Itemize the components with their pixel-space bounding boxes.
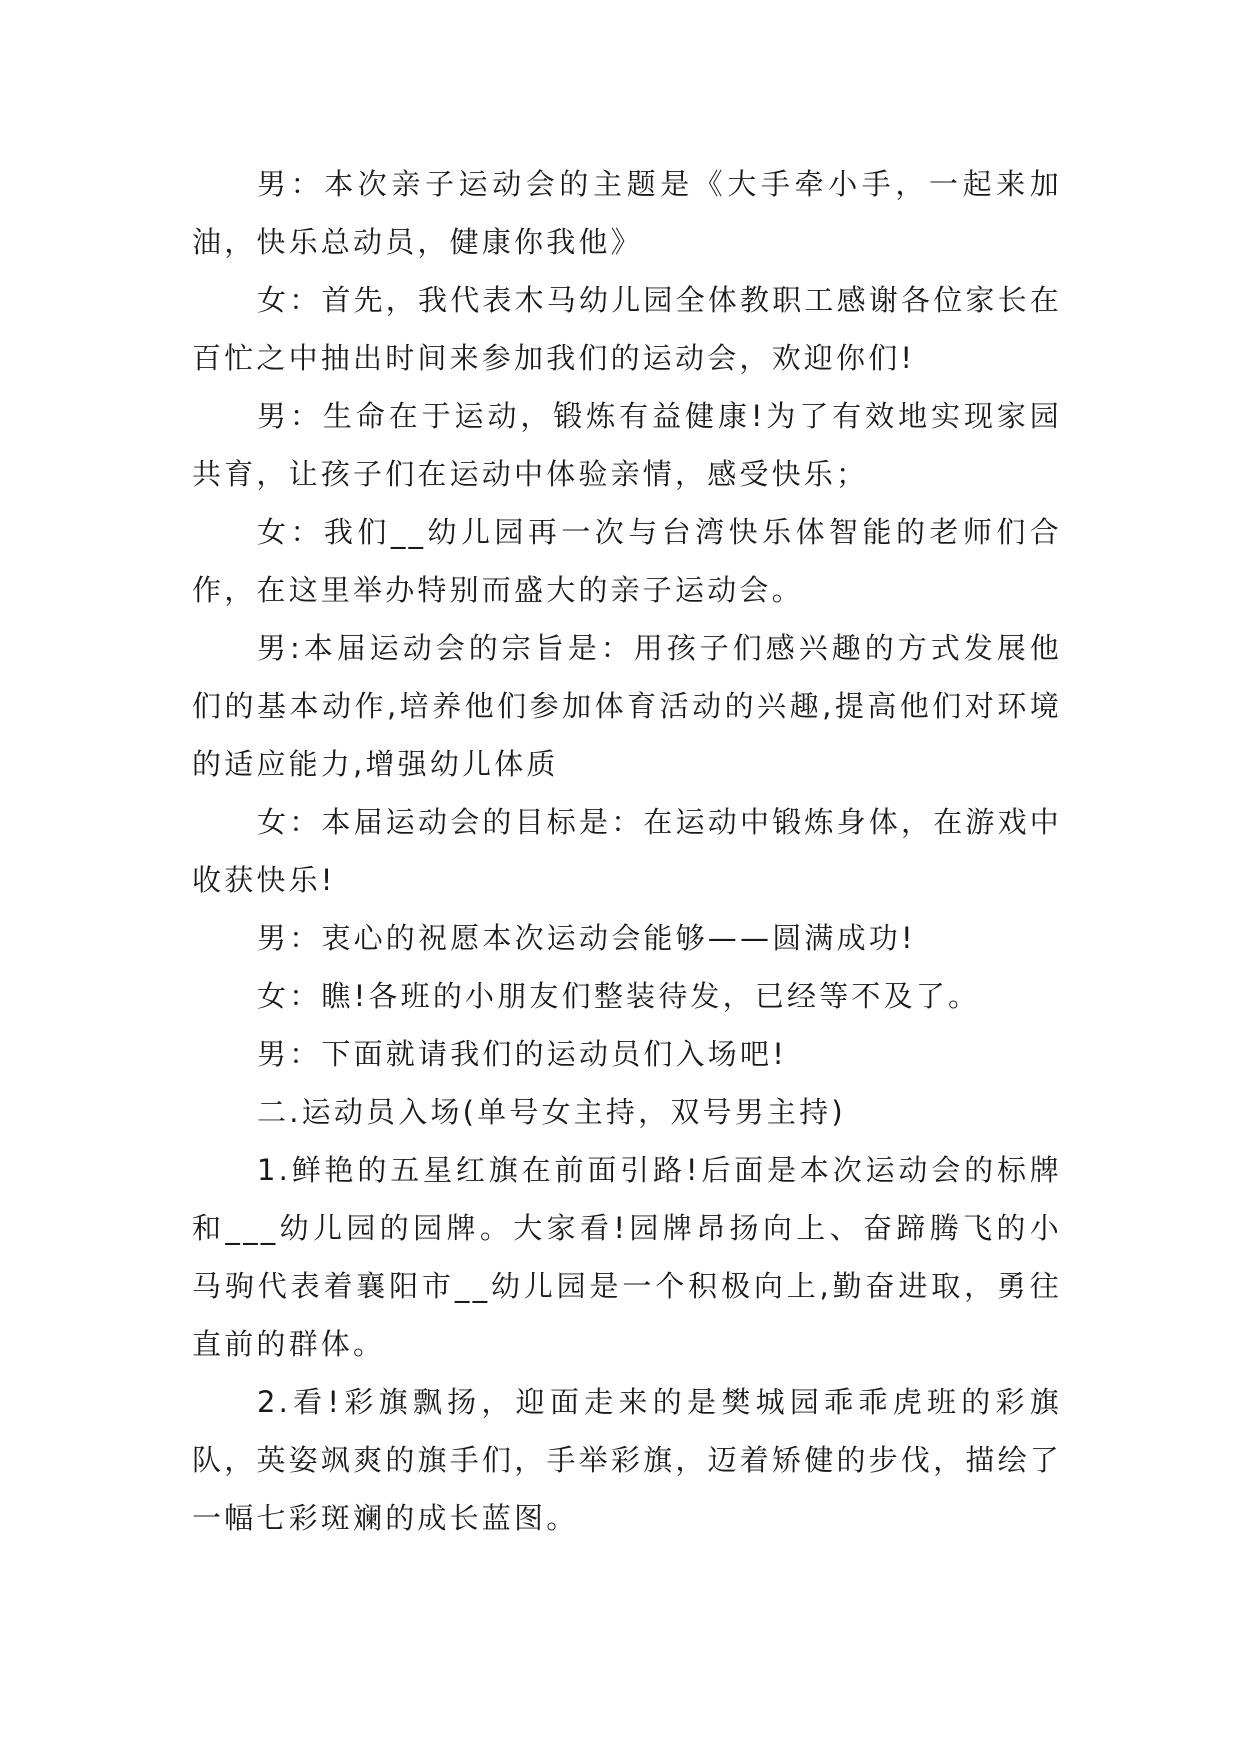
section-heading: 二.运动员入场(单号女主持，双号男主持) <box>257 1095 846 1129</box>
paragraph-4: 女：我们__幼儿园再一次与台湾快乐体智能的老师们合作，在这里举办特别而盛大的亲子运动会。 <box>192 515 1062 607</box>
paragraph-11: 1.鲜艳的五星红旗在前面引路!后面是本次运动会的标牌和___幼儿园的园牌。大家看!园牌昂扬向上、奋蹄腾飞的小马驹代表着襄阳市__幼儿园是一个积极向上,勤奋进取，勇往直前的群体。 <box>192 1153 1062 1361</box>
paragraph-6: 女：本届运动会的目标是：在运动中锻炼身体，在游戏中收获快乐! <box>192 805 1063 897</box>
paragraph-12: 2.看!彩旗飘扬，迎面走来的是樊城园乖乖虎班的彩旗队，英姿飒爽的旗手们，手举彩旗，迈着矫健的步伐，描绘了一幅七彩斑斓的成长蓝图。 <box>192 1385 1062 1535</box>
document-body <box>192 155 1062 1547</box>
paragraph-9: 男：下面就请我们的运动员们入场吧! <box>257 1037 788 1071</box>
paragraph-1: 男：本次亲子运动会的主题是《大手牵小手，一起来加油，快乐总动员，健康你我他》 <box>192 167 1062 259</box>
paragraph-7: 男：衷心的祝愿本次运动会能够——圆满成功! <box>257 921 916 955</box>
paragraph-5: 男:本届运动会的宗旨是：用孩子们感兴趣的方式发展他们的基本动作,培养他们参加体育活动的兴趣,提高他们对环境的适应能力,增强幼儿体质 <box>192 631 1062 781</box>
paragraph-3: 男：生命在于运动，锻炼有益健康!为了有效地实现家园共育，让孩子们在运动中体验亲情，感受快乐； <box>192 399 1062 491</box>
paragraph-8: 女：瞧!各班的小朋友们整装待发，已经等不及了。 <box>257 979 981 1013</box>
paragraph-2: 女：首先，我代表木马幼儿园全体教职工感谢各位家长在百忙之中抽出时间来参加我们的运动会，欢迎你们! <box>192 283 1063 375</box>
